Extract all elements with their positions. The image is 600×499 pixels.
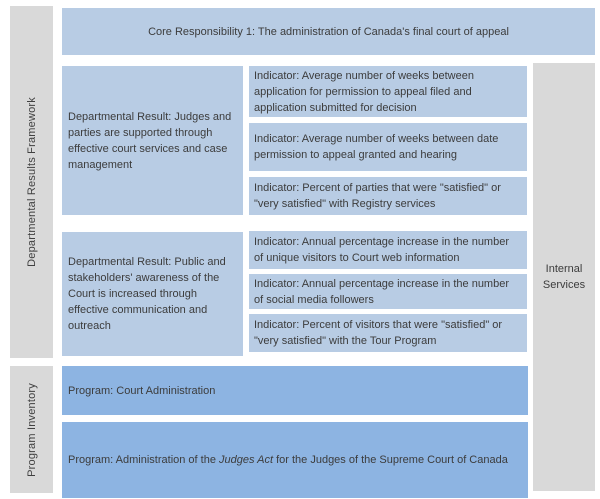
program-2-prefix: Program: Administration of the [68,454,220,466]
internal-services-box [533,63,595,491]
indicator-6-label: Indicator: Percent of visitors that were "satisfied" or "very satisfied" with the Tour Program [254,319,503,347]
core-responsibility-header [62,8,595,55]
indicator-5-label: Indicator: Annual percentage increase in the number of social media followers [254,277,509,306]
departmental-result-1-label: Departmental Result: Judges and parties are supported through effective court services and case management [68,110,232,171]
program-box-judges-act [62,422,528,498]
program-inventory-sidebar-label: Program Inventory [25,382,38,477]
program-2-label [68,452,508,468]
indicator-box-1 [249,66,527,117]
program-box-court-administration [62,366,528,415]
core-responsibility-title: Core Responsibility 1: The administration of Canada's final court of appeal [148,25,509,38]
drf-sidebar-label: Departmental Results Framework [25,97,38,267]
indicator-4-label: Indicator: Annual percentage increase in the number of unique visitors to Court web information [254,236,509,264]
departmental-result-box-2 [62,232,243,356]
departmental-result-2-label: Departmental Result: Public and stakeholders' awareness of the Court is increased through effective communication and outreach [68,256,226,332]
indicator-3-label: Indicator: Percent of parties that were "satisfied" or "very satisfied" with Registry services [254,182,501,210]
indicator-box-3 [249,177,527,215]
indicator-box-5 [249,274,527,309]
program-2-suffix: for the Judges of the Supreme Court of Canada [273,454,508,466]
indicator-2-label: Indicator: Average number of weeks between date permission to appeal granted and hearing [254,133,499,161]
program-inventory-sidebar-bar [10,366,53,493]
departmental-result-box-1 [62,66,243,215]
indicator-1-label: Indicator: Average number of weeks between application for permission to appeal filed and application submitted for decision [254,69,474,114]
internal-services-label: Internal Services [542,263,586,291]
indicator-box-4 [249,231,527,269]
program-1-label: Program: Court Administration [68,384,216,397]
drf-sidebar-bar [10,6,53,358]
indicator-box-6 [249,314,527,352]
indicator-box-2 [249,123,527,171]
program-2-act-name: Judges Act [219,454,274,466]
